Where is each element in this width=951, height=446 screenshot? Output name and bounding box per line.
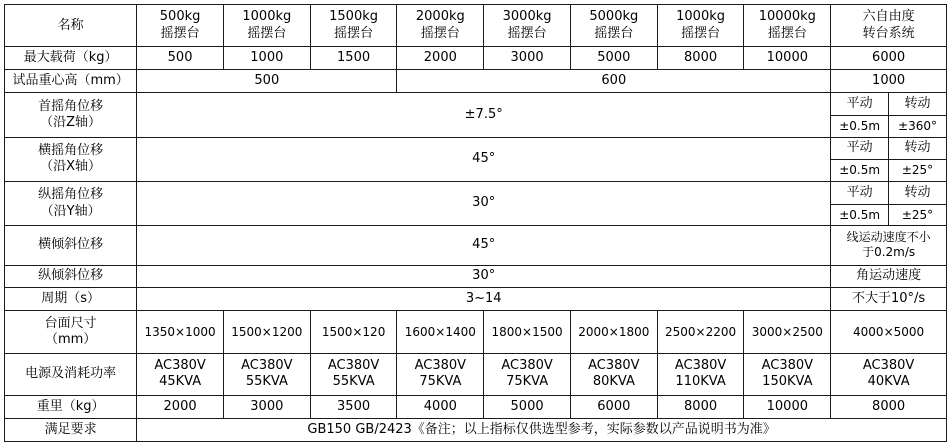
- cell-power-voltage: AC380V: [414, 358, 467, 374]
- table-row-period: [5, 288, 947, 311]
- table-row-yaw-header: [5, 93, 947, 116]
- cell-cg-height-right: 600: [397, 70, 831, 93]
- header-model-line2: 摇摆台: [507, 25, 547, 41]
- header-model-line1: 5000kg: [589, 9, 639, 25]
- cell-transverse-tilt-note: [831, 226, 947, 265]
- cell-power-capacity: 75KVA: [506, 374, 549, 390]
- header-model-line1: 1000kg: [676, 9, 726, 25]
- header-model: [744, 5, 831, 47]
- cell-max-load: 5000: [570, 47, 657, 70]
- header-model-line1: 3000kg: [502, 9, 552, 25]
- cell-max-load: 10000: [744, 47, 831, 70]
- cell-max-load: 1000: [223, 47, 310, 70]
- cell-yaw-value: ±7.5°: [137, 93, 831, 137]
- header-model-line2: 摇摆台: [594, 25, 634, 41]
- cell-yaw-sub-value-translation: ±0.5m: [831, 116, 889, 137]
- table-row-weight: [5, 395, 947, 418]
- cell-table-size: 2000×1800: [570, 311, 657, 353]
- table-header-row: [5, 5, 947, 47]
- header-model-line2: 摇摆台: [160, 25, 200, 41]
- cell-pitch-value: 30°: [137, 181, 831, 225]
- cell-table-size: 2500×2200: [657, 311, 744, 353]
- row-label-roll-line1: 横摇角位移: [38, 142, 104, 158]
- row-label-cg-height: 试品重心高（mm）: [5, 70, 137, 93]
- cell-power-capacity: 75KVA: [419, 374, 462, 390]
- row-label-transverse-tilt: 横倾斜位移: [5, 226, 137, 265]
- cell-power: [570, 353, 657, 395]
- cell-table-size: 1350×1000: [137, 311, 224, 353]
- cell-table-size: 1600×1400: [397, 311, 484, 353]
- row-label-table-size: [5, 311, 137, 353]
- table-row-power: [5, 353, 947, 395]
- cell-power-six-dof: [831, 353, 947, 395]
- cell-weight-six-dof: 8000: [831, 395, 947, 418]
- cell-transverse-tilt-value: 45°: [137, 226, 831, 265]
- row-label-roll-line2: （沿X轴）: [40, 159, 102, 175]
- row-label-table-size-line1: 台面尺寸: [44, 315, 97, 331]
- header-model: [484, 5, 571, 47]
- cell-power-capacity: 110KVA: [675, 374, 726, 390]
- header-model-line2: 摇摆台: [247, 25, 287, 41]
- header-model: [657, 5, 744, 47]
- cell-period-value: 3~14: [137, 288, 831, 311]
- cell-period-note: 不大于10°/s: [831, 288, 947, 311]
- row-label-power: 电源及消耗功率: [5, 353, 137, 395]
- cell-power-capacity: 150KVA: [762, 374, 813, 390]
- row-label-requirement: 满足要求: [5, 418, 137, 441]
- cell-yaw-sub-value-rotation: ±360°: [889, 116, 947, 137]
- header-model-line1: 10000kg: [758, 9, 816, 25]
- row-label-yaw-line1: 首摇角位移: [38, 98, 104, 114]
- cell-max-load-six-dof: 6000: [831, 47, 947, 70]
- cell-power-capacity: 45KVA: [159, 374, 202, 390]
- cell-requirement-note: GB150 GB/2423《备注；以上指标仅供选型参考，实际参数以产品说明书为准》: [137, 418, 947, 441]
- cell-roll-sub-header-translation: 平动: [831, 137, 889, 160]
- cell-max-load: 2000: [397, 47, 484, 70]
- table-row-table-size: [5, 311, 947, 353]
- cell-power: [484, 353, 571, 395]
- cell-power-capacity: 80KVA: [592, 374, 635, 390]
- cell-table-size: 1800×1500: [484, 311, 571, 353]
- cell-cg-height-six-dof: 1000: [831, 70, 947, 93]
- cell-pitch-sub-value-translation: ±0.5m: [831, 204, 889, 225]
- row-label-longitudinal-tilt: 纵倾斜位移: [5, 265, 137, 288]
- row-label-weight: 重里（kg）: [5, 395, 137, 418]
- table-row-roll-header: [5, 137, 947, 160]
- cell-weight: 10000: [744, 395, 831, 418]
- table-row-pitch-header: [5, 181, 947, 204]
- header-model-line1: 1000kg: [242, 9, 292, 25]
- cell-yaw-sub-header-rotation: 转动: [889, 93, 947, 116]
- cell-transverse-tilt-note-line1: 线运动速度不小: [846, 230, 931, 245]
- header-model-line2: 摇摆台: [681, 25, 721, 41]
- cell-power: [137, 353, 224, 395]
- row-label-yaw: [5, 93, 137, 137]
- table-row-cg-height: [5, 70, 947, 93]
- cell-power-voltage: AC380V: [674, 358, 727, 374]
- header-six-dof-line2: 转台系统: [862, 25, 915, 41]
- row-label-pitch-line1: 纵摇角位移: [38, 187, 104, 203]
- row-label-pitch: [5, 181, 137, 225]
- header-model: [223, 5, 310, 47]
- cell-cg-height-left: 500: [137, 70, 397, 93]
- header-model: [137, 5, 224, 47]
- cell-power: [744, 353, 831, 395]
- cell-weight: 8000: [657, 395, 744, 418]
- header-six-dof: [831, 5, 947, 47]
- cell-weight: 3000: [223, 395, 310, 418]
- cell-table-size: 1500×1200: [223, 311, 310, 353]
- header-model-line1: 500kg: [159, 9, 201, 25]
- cell-power-voltage: AC380V: [588, 358, 640, 374]
- header-model-line2: 摇摆台: [420, 25, 460, 41]
- cell-longitudinal-tilt-note: 角运动速度: [831, 265, 947, 288]
- specification-table: [4, 4, 947, 442]
- cell-weight: 2000: [137, 395, 224, 418]
- table-row-transverse-tilt: [5, 226, 947, 265]
- cell-max-load: 1500: [310, 47, 397, 70]
- cell-power: [657, 353, 744, 395]
- cell-power-voltage: AC380V: [761, 358, 814, 374]
- cell-roll-value: 45°: [137, 137, 831, 181]
- header-name: 名称: [5, 5, 137, 47]
- cell-pitch-sub-header-translation: 平动: [831, 181, 889, 204]
- table-row-max-load: [5, 47, 947, 70]
- cell-power-voltage: AC380V: [154, 358, 206, 374]
- cell-weight: 5000: [484, 395, 571, 418]
- cell-roll-sub-value-rotation: ±25°: [889, 160, 947, 181]
- cell-power-six-dof-capacity: 40KVA: [867, 374, 910, 390]
- row-label-max-load: 最大载荷（kg）: [5, 47, 137, 70]
- cell-max-load: 8000: [657, 47, 744, 70]
- cell-pitch-sub-value-rotation: ±25°: [889, 204, 947, 225]
- cell-roll-sub-header-rotation: 转动: [889, 137, 947, 160]
- cell-power-voltage: AC380V: [327, 358, 380, 374]
- cell-weight: 3500: [310, 395, 397, 418]
- cell-power: [310, 353, 397, 395]
- cell-max-load: 500: [137, 47, 224, 70]
- header-model-line1: 1500kg: [329, 9, 379, 25]
- row-label-roll: [5, 137, 137, 181]
- cell-yaw-sub-header-translation: 平动: [831, 93, 889, 116]
- cell-weight: 4000: [397, 395, 484, 418]
- cell-power-voltage: AC380V: [241, 358, 293, 374]
- header-model: [310, 5, 397, 47]
- header-model-line2: 摇摆台: [767, 25, 807, 41]
- header-six-dof-line1: 六自由度: [862, 9, 915, 25]
- cell-pitch-sub-header-rotation: 转动: [889, 181, 947, 204]
- cell-table-size-six-dof: 4000×5000: [831, 311, 947, 353]
- cell-table-size: 1500×120: [310, 311, 397, 353]
- cell-power-capacity: 55KVA: [245, 374, 288, 390]
- row-label-yaw-line2: （沿Z轴）: [40, 114, 102, 130]
- header-model-line1: 2000kg: [415, 9, 465, 25]
- header-model: [397, 5, 484, 47]
- row-label-table-size-line2: （mm）: [44, 332, 97, 348]
- cell-table-size: 3000×2500: [744, 311, 831, 353]
- cell-weight: 6000: [570, 395, 657, 418]
- cell-power-voltage: AC380V: [501, 358, 553, 374]
- table-row-longitudinal-tilt: [5, 265, 947, 288]
- header-model-line2: 摇摆台: [334, 25, 374, 41]
- table-row-requirement: [5, 418, 947, 441]
- cell-max-load: 3000: [484, 47, 571, 70]
- row-label-pitch-line2: （沿Y轴）: [40, 203, 101, 219]
- row-label-period: 周期（s）: [5, 288, 137, 311]
- cell-transverse-tilt-note-line2: 于0.2m/s: [862, 245, 916, 260]
- cell-power-six-dof-voltage: AC380V: [862, 358, 915, 374]
- cell-power: [397, 353, 484, 395]
- cell-power-capacity: 55KVA: [332, 374, 375, 390]
- cell-power: [223, 353, 310, 395]
- cell-roll-sub-value-translation: ±0.5m: [831, 160, 889, 181]
- cell-longitudinal-tilt-value: 30°: [137, 265, 831, 288]
- header-model: [570, 5, 657, 47]
